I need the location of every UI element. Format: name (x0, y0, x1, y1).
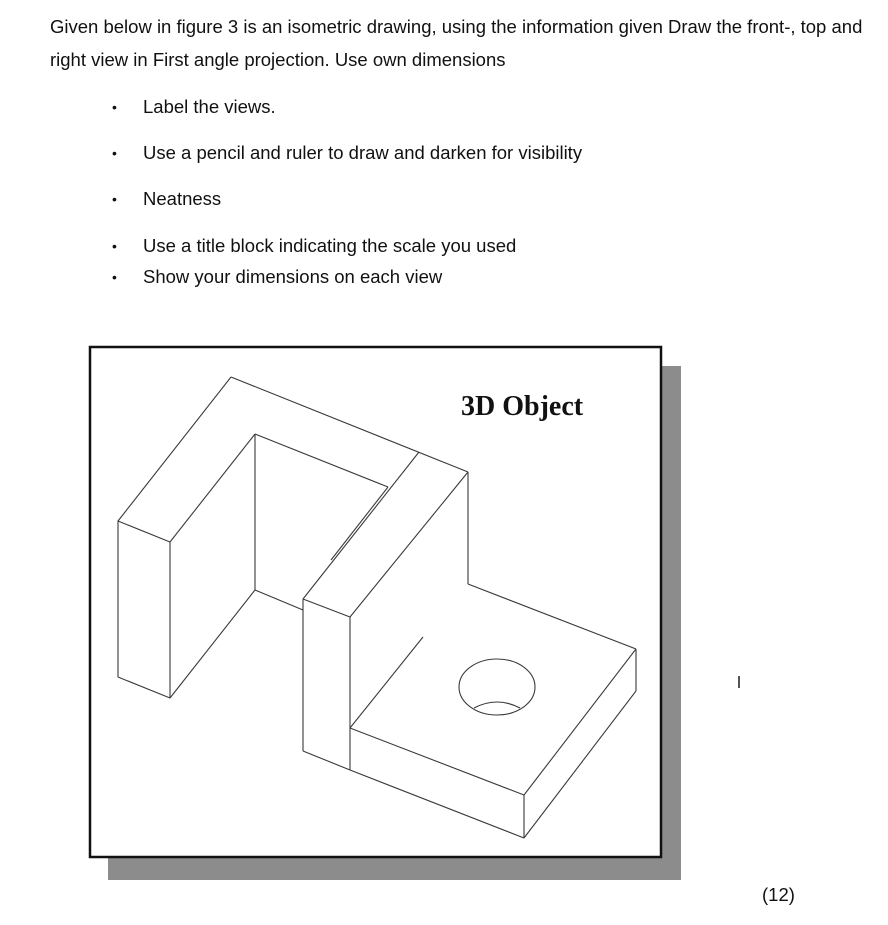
figure-title: 3D Object (461, 391, 584, 422)
bullet-icon: • (112, 145, 117, 161)
bullet-icon: • (112, 269, 117, 285)
question-intro: Given below in figure 3 is an isometric drawing, using the information given Draw the front-, top and right view in First angle projection. Use own dimensions (50, 16, 863, 70)
instruction-text: Show your dimensions on each view (143, 266, 443, 287)
stray-mark (738, 676, 740, 688)
isometric-drawing (88, 344, 688, 884)
instruction-text: Use a title block indicating the scale you used (143, 235, 517, 256)
marks-label: (12) (762, 884, 795, 905)
isometric-figure (88, 344, 688, 884)
instruction-text: Use a pencil and ruler to draw and darken for visibility (143, 142, 583, 163)
instruction-text: Label the views. (143, 96, 276, 117)
instruction-text: Neatness (143, 188, 222, 209)
bullet-icon: • (112, 99, 117, 115)
bullet-icon: • (112, 238, 117, 254)
bullet-icon: • (112, 191, 117, 207)
